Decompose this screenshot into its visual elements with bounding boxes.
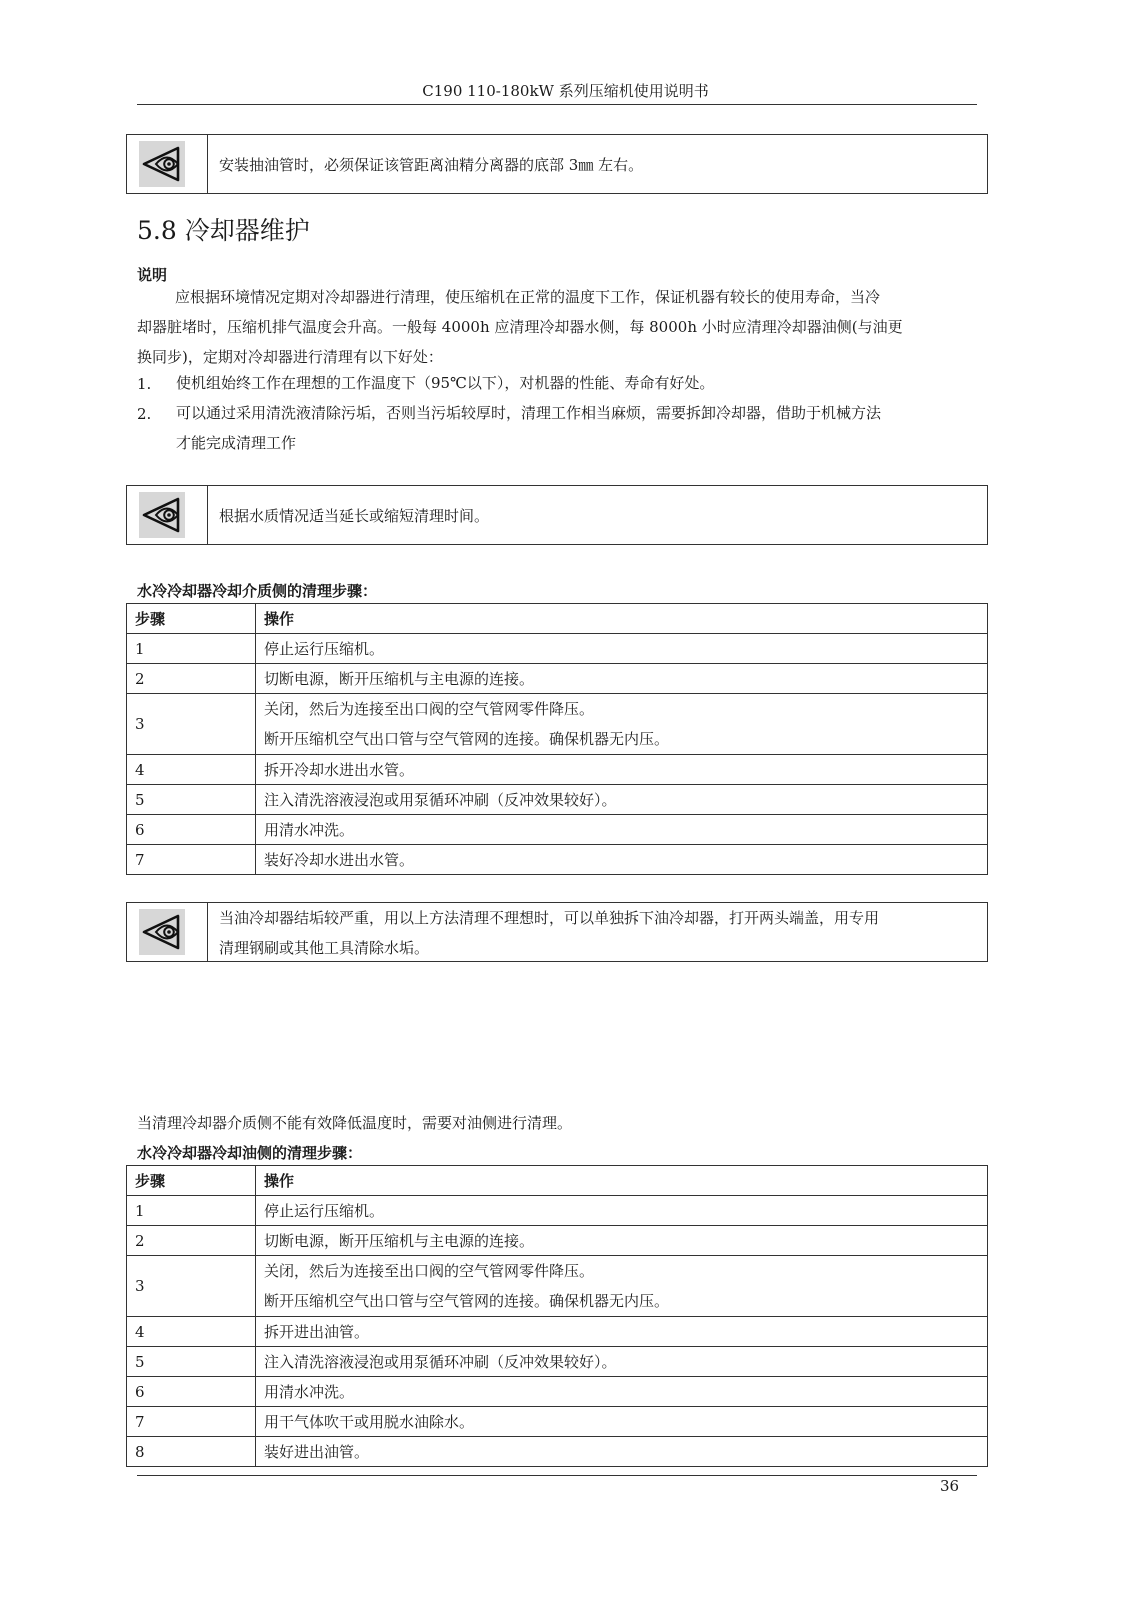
caution-note [126,134,988,194]
operation-cell: 用干气体吹干或用脱水油除水。 [256,1407,988,1437]
column-header-operation: 操作 [256,604,988,634]
step-cell: 1 [127,634,256,664]
step-cell: 2 [127,1226,256,1256]
step-cell: 3 [127,1256,256,1317]
step-cell: 4 [127,755,256,785]
table-row [127,694,988,755]
operation-cell: 切断电源，断开压缩机与主电源的连接。 [256,664,988,694]
paragraph-line: 换同步)，定期对冷却器进行清理有以下好处： [137,348,443,366]
step-cell: 6 [127,1377,256,1407]
table-row [127,1377,988,1407]
column-header-step: 步骤 [127,1166,256,1196]
table-row [127,664,988,694]
operation-cell: 用清水冲洗。 [256,815,988,845]
description-paragraph [137,282,977,372]
operation-cell: 切断电源，断开压缩机与主电源的连接。 [256,1226,988,1256]
table-row [127,1317,988,1347]
table-row [127,1407,988,1437]
step-cell: 3 [127,694,256,755]
list-item [176,398,977,458]
description-label: 说明 [137,266,168,284]
step-cell: 5 [127,1347,256,1377]
step-cell: 7 [127,845,256,875]
table-row [127,1196,988,1226]
table-header-row [127,604,988,634]
step-cell: 7 [127,1407,256,1437]
table-row [127,1226,988,1256]
table-row [127,845,988,875]
operation-cell: 注入清洗溶液浸泡或用泵循环冲刷（反冲效果较好）。 [256,1347,988,1377]
eye-caution-icon [139,492,185,538]
operation-cell: 用清水冲洗。 [256,1377,988,1407]
step-cell: 6 [127,815,256,845]
operation-cell [256,694,988,755]
oil-side-steps-table [126,1165,988,1467]
table-row [127,634,988,664]
operation-line: 关闭，然后为连接至出口阀的空气管网零件降压。 [264,1262,595,1280]
list-item [176,368,977,398]
caution-note [126,902,988,962]
column-header-step: 步骤 [127,604,256,634]
table-row [127,785,988,815]
oil-side-table-title: 水冷冷却器冷却油侧的清理步骤： [137,1144,363,1162]
operation-cell: 停止运行压缩机。 [256,634,988,664]
eye-caution-icon [139,909,185,955]
operation-cell: 拆开冷却水进出水管。 [256,755,988,785]
page-number: 36 [940,1477,960,1495]
operation-cell: 拆开进出油管。 [256,1317,988,1347]
column-header-operation: 操作 [256,1166,988,1196]
paragraph-line: 应根据环境情况定期对冷却器进行清理，使压缩机在正常的温度下工作，保证机器有较长的使用寿命，当冷 [175,288,881,306]
table-row [127,1256,988,1317]
table-row [127,815,988,845]
operation-line: 断开压缩机空气出口管与空气管网的连接。确保机器无内压。 [264,730,670,748]
operation-line: 断开压缩机空气出口管与空气管网的连接。确保机器无内压。 [264,1292,670,1310]
step-cell: 4 [127,1317,256,1347]
table-row [127,1437,988,1467]
step-cell: 1 [127,1196,256,1226]
operation-line: 关闭，然后为连接至出口阀的空气管网零件降压。 [264,700,595,718]
operation-cell: 装好冷却水进出水管。 [256,845,988,875]
operation-cell [256,1256,988,1317]
note-text: 安装抽油管时，必须保证该管距离油精分离器的底部 3㎜ 左右。 [219,156,644,174]
header-divider [137,104,977,105]
list-item-number: 1. [137,375,152,393]
note-text [219,903,977,963]
caution-note [126,485,988,545]
operation-cell: 装好进出油管。 [256,1437,988,1467]
step-cell: 5 [127,785,256,815]
note-text-line: 当油冷却器结垢较严重，用以上方法清理不理想时，可以单独拆下油冷却器，打开两头端盖，用专用 [219,909,880,927]
water-side-steps-table [126,603,988,875]
note-text: 根据水质情况适当延长或缩短清理时间。 [219,507,490,525]
list-item-line: 才能完成清理工作 [176,434,297,452]
list-item-line: 可以通过采用清洗液清除污垢，否则当污垢较厚时，清理工作相当麻烦，需要拆卸冷却器，借助于机械方法 [176,404,882,422]
list-item-line: 使机组始终工作在理想的工作温度下（95℃以下），对机器的性能、寿命有好处。 [176,374,715,392]
list-item-number: 2. [137,405,152,423]
operation-cell: 注入清洗溶液浸泡或用泵循环冲刷（反冲效果较好）。 [256,785,988,815]
note-text-line: 清理钢刷或其他工具清除水垢。 [219,939,430,957]
note-icon-cell [127,486,208,544]
table-row [127,1347,988,1377]
table-row [127,755,988,785]
step-cell: 2 [127,664,256,694]
note-icon-cell [127,903,208,961]
eye-caution-icon [139,141,185,187]
section-heading: 5.8 冷却器维护 [137,216,310,245]
footer-divider [137,1475,977,1476]
page-header-title: C190 110-180kW 系列压缩机使用说明书 [422,82,709,100]
water-side-table-title: 水冷冷却器冷却介质侧的清理步骤： [137,582,378,600]
oil-side-intro: 当清理冷却器介质侧不能有效降低温度时，需要对油侧进行清理。 [137,1114,573,1132]
table-header-row [127,1166,988,1196]
step-cell: 8 [127,1437,256,1467]
paragraph-line: 却器脏堵时，压缩机排气温度会升高。一般每 4000h 应清理冷却器水侧，每 8000h 小时应清理冷却器油侧(与油更 [137,318,903,336]
note-icon-cell [127,135,208,193]
operation-cell: 停止运行压缩机。 [256,1196,988,1226]
